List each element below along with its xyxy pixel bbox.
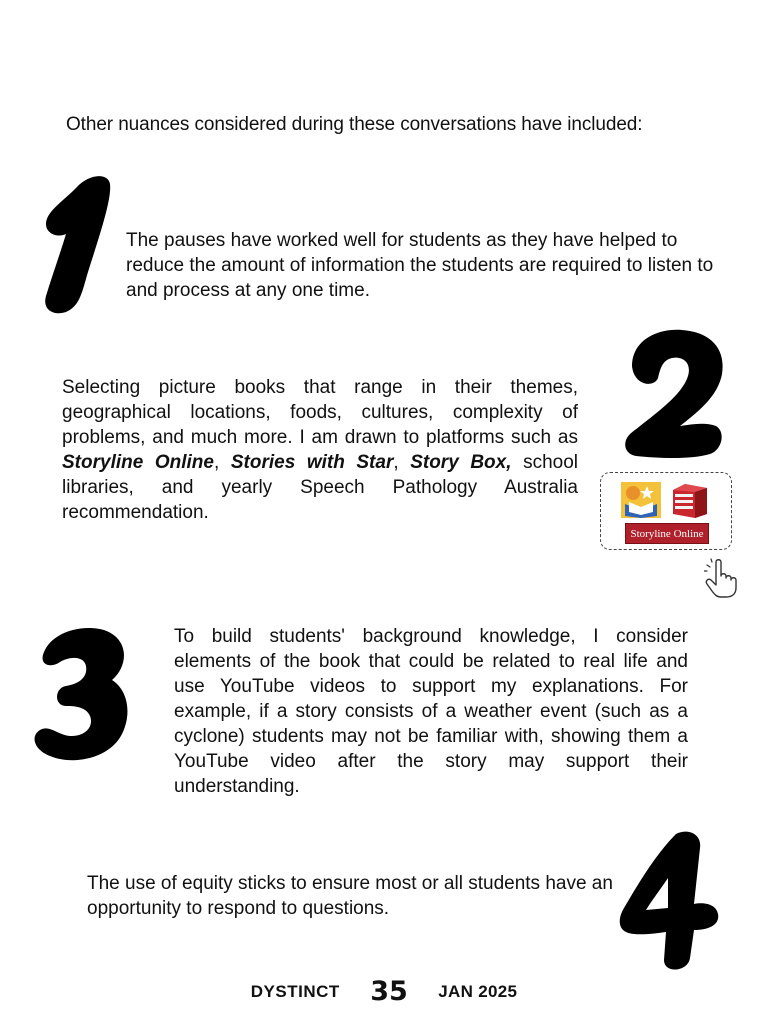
- item-2-intro: Selecting picture books that range in their themes, geographical locations, foods, cultures, complexity of problems, and much more. I am drawn to platforms such as: [62, 377, 578, 448]
- page-number: 35: [370, 976, 408, 1007]
- platform-story-box: Story Box,: [410, 452, 512, 473]
- item-3-text: To build students' background knowledge, I consider elements of the book that could be related to real life and use YouTube videos to support my explanations. For example, if a story consists of a weather event (such as a cyclone) students may not be familiar with, showing them a YouTube video after the story may support their understanding.: [174, 626, 688, 797]
- magazine-name: DYSTINCT: [250, 981, 340, 1001]
- platform-links-box[interactable]: [600, 472, 732, 550]
- intro-text: Other nuances considered during these conversations have included:: [66, 114, 643, 135]
- issue-date: JAN 2025: [438, 981, 518, 1001]
- separator: ,: [393, 452, 411, 473]
- stories-with-star-logo[interactable]: [621, 482, 661, 518]
- storyline-online-logo[interactable]: Storyline Online: [625, 523, 709, 544]
- number-1-graphic: [36, 170, 122, 316]
- item-2-text: [62, 375, 578, 525]
- platform-stories-with-star: Stories with Star: [230, 452, 394, 473]
- number-3-graphic: [28, 624, 132, 764]
- page-footer: [0, 976, 768, 1010]
- number-4-graphic: [616, 828, 722, 974]
- item-1-text: The pauses have worked well for students as they have helped to reduce the amount of information the students are required to listen to and process at any one time.: [126, 230, 714, 301]
- item-2-outro: school libraries, and yearly Speech Pathology Australia recommendation.: [62, 452, 579, 523]
- item-4-text: The use of equity sticks to ensure most or all students have an opportunity to respond to questions.: [87, 873, 613, 919]
- separator: ,: [213, 452, 231, 473]
- story-box-library-logo[interactable]: [671, 480, 709, 518]
- number-2-graphic: [618, 326, 728, 462]
- platform-storyline-online: Storyline Online: [62, 452, 214, 473]
- pointer-hand-icon: [704, 558, 740, 598]
